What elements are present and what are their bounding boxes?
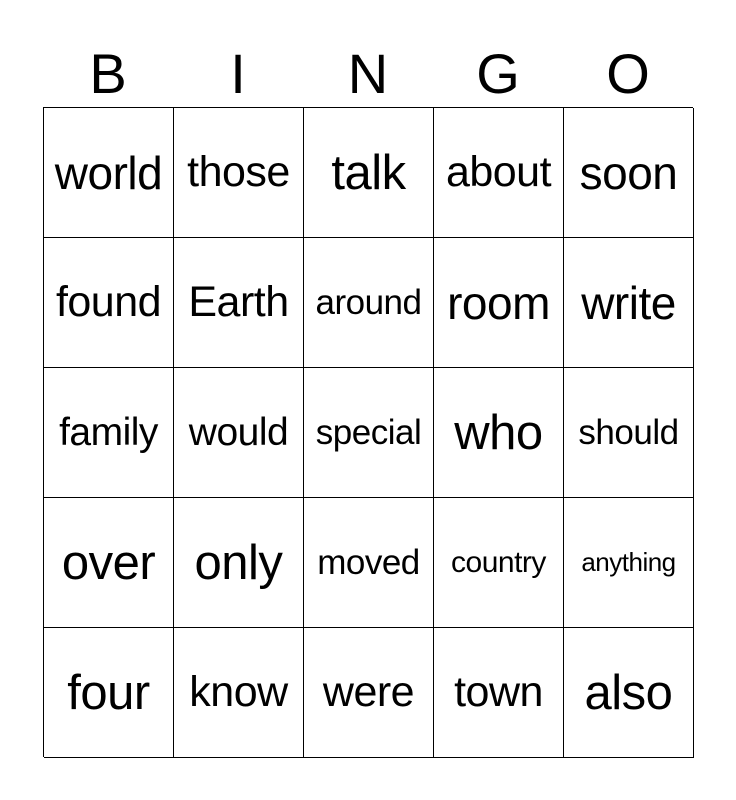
bingo-cell[interactable]: moved bbox=[304, 498, 434, 628]
bingo-cell[interactable]: know bbox=[174, 628, 304, 758]
bingo-cell[interactable]: four bbox=[44, 628, 174, 758]
bingo-cell[interactable]: family bbox=[44, 368, 174, 498]
bingo-cell[interactable]: country bbox=[434, 498, 564, 628]
bingo-cell[interactable]: only bbox=[174, 498, 304, 628]
header-letter-b: B bbox=[89, 42, 127, 105]
bingo-cell[interactable]: soon bbox=[564, 108, 694, 238]
header-letter-n: N bbox=[347, 42, 389, 105]
bingo-cell[interactable]: write bbox=[564, 238, 694, 368]
header-letter-i: I bbox=[230, 42, 246, 105]
bingo-cell[interactable]: around bbox=[304, 238, 434, 368]
header-letter-o: O bbox=[606, 42, 650, 105]
bingo-cell[interactable]: those bbox=[174, 108, 304, 238]
bingo-cell[interactable]: should bbox=[564, 368, 694, 498]
bingo-cell[interactable]: about bbox=[434, 108, 564, 238]
bingo-cell[interactable]: anything bbox=[564, 498, 694, 628]
bingo-cell[interactable]: were bbox=[304, 628, 434, 758]
bingo-header bbox=[43, 40, 693, 108]
bingo-cell[interactable]: town bbox=[434, 628, 564, 758]
bingo-cell[interactable]: special bbox=[304, 368, 434, 498]
bingo-cell[interactable]: found bbox=[44, 238, 174, 368]
bingo-cell[interactable]: room bbox=[434, 238, 564, 368]
bingo-cell[interactable]: talk bbox=[304, 108, 434, 238]
bingo-cell[interactable]: also bbox=[564, 628, 694, 758]
header-letter-g: G bbox=[476, 42, 520, 105]
bingo-board bbox=[43, 107, 693, 757]
bingo-cell[interactable]: world bbox=[44, 108, 174, 238]
bingo-cell[interactable]: over bbox=[44, 498, 174, 628]
bingo-cell[interactable]: Earth bbox=[174, 238, 304, 368]
bingo-cell[interactable]: would bbox=[174, 368, 304, 498]
bingo-cell[interactable]: who bbox=[434, 368, 564, 498]
